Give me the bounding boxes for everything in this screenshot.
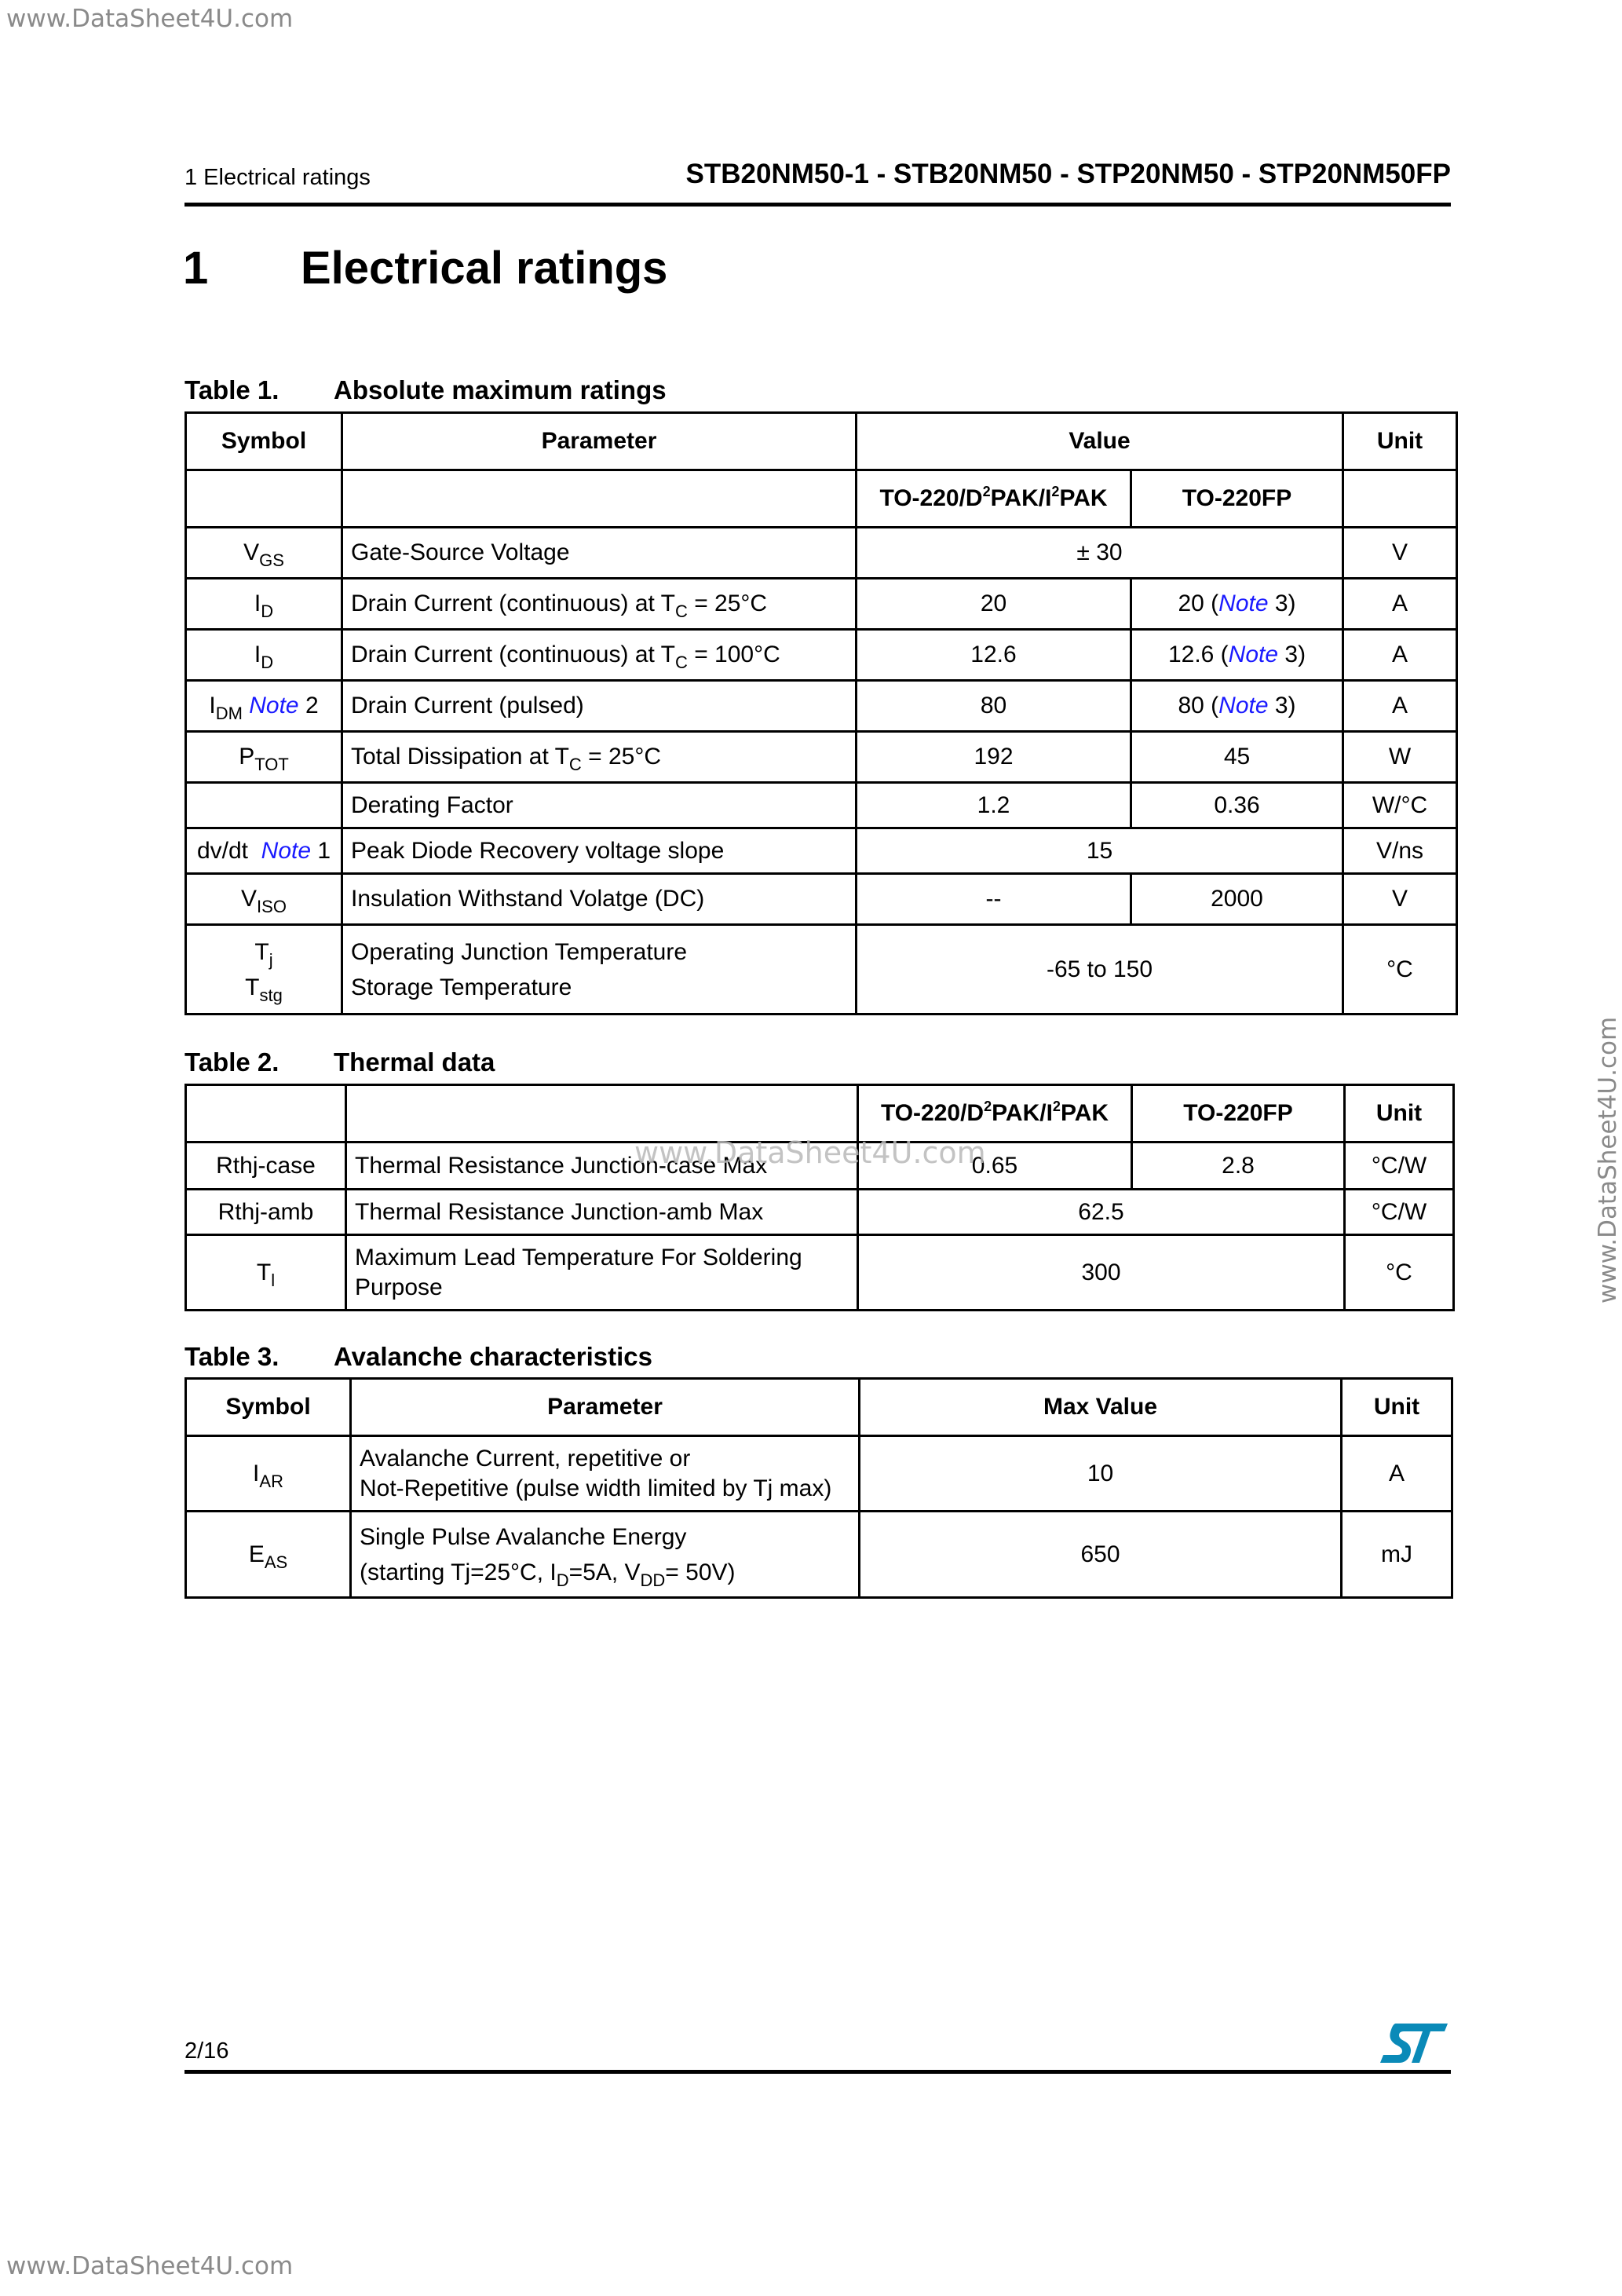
col-header-pkg1: $TO-220/D^2PAK/I^2PAK$ — [858, 1085, 1132, 1143]
empty-cell — [346, 1085, 858, 1143]
unit-cell: °C/W — [1345, 1143, 1454, 1190]
empty-cell — [186, 1085, 346, 1143]
col-header-symbol: Symbol — [186, 1379, 351, 1436]
unit-cell: A — [1343, 579, 1457, 630]
value-cell: 15 — [857, 828, 1343, 874]
table-row — [186, 732, 1457, 783]
value-cell-pkg2: 80 (Note 3) — [1131, 681, 1343, 732]
col-header-value: Value — [857, 413, 1343, 470]
col-header-parameter: Parameter — [351, 1379, 860, 1436]
value-cell: 10 — [860, 1436, 1342, 1512]
table-row — [186, 630, 1457, 681]
empty-cell — [186, 470, 342, 528]
value-cell: ± 30 — [857, 528, 1343, 579]
value-cell: -65 to 150 — [857, 925, 1343, 1015]
col-header-unit: Unit — [1342, 1379, 1452, 1436]
parameter-cell: Thermal Resistance Junction-case Max — [346, 1143, 858, 1190]
parameter-cell: Maximum Lead Temperature For Soldering Purpose — [346, 1235, 858, 1311]
table-row — [186, 783, 1457, 828]
section-number: 1 — [183, 243, 209, 294]
parameter-cell: Gate-Source Voltage — [342, 528, 857, 579]
unit-cell: W/°C — [1343, 783, 1457, 828]
watermark-bottom: www.DataSheet4U.com — [6, 2252, 294, 2280]
parameter-cell: Operating Junction Temperature Storage Temperature — [342, 925, 857, 1015]
note-link[interactable]: Note — [1228, 642, 1279, 668]
section-heading — [183, 242, 667, 294]
value-cell-pkg1: 80 — [857, 681, 1131, 732]
parameter-cell: Drain Current (continuous) at $T_C = 25^\circ C$ — [342, 579, 857, 630]
symbol-cell: dv/dt Note 1 — [186, 828, 342, 874]
parameter-cell: Thermal Resistance Junction-amb Max — [346, 1190, 858, 1235]
unit-cell: V — [1343, 528, 1457, 579]
unit-cell: V — [1343, 874, 1457, 925]
col-header-pkg2: TO-220FP — [1131, 470, 1343, 528]
symbol-cell: $V_{ISO}$ — [186, 874, 342, 925]
absolute-maximum-ratings-table — [184, 411, 1458, 1015]
table-row — [186, 579, 1457, 630]
table-row — [186, 874, 1457, 925]
parameter-cell: Insulation Withstand Volatge (DC) — [342, 874, 857, 925]
symbol-cell: $I_{AR}$ — [186, 1436, 351, 1512]
note-link[interactable]: Note — [1218, 693, 1269, 719]
table-header-row — [186, 1085, 1454, 1143]
symbol-cell: $T_l$ — [186, 1235, 346, 1311]
parameter-cell: Total Dissipation at $T_C = 25^\circ C$ — [342, 732, 857, 783]
watermark-center: www.DataSheet4U.com — [634, 1135, 986, 1170]
col-header-max-value: Max Value — [860, 1379, 1342, 1436]
table2-title: Thermal data — [334, 1047, 495, 1077]
value-cell-pkg2: 45 — [1131, 732, 1343, 783]
col-header-symbol: Symbol — [186, 413, 342, 470]
col-header-pkg1: $TO-220/D^2PAK/I^2PAK$ — [857, 470, 1131, 528]
col-header-unit: Unit — [1343, 413, 1457, 470]
symbol-cell: $I_D$ — [186, 630, 342, 681]
table-subheader-row — [186, 470, 1457, 528]
table1-number: Table 1. — [184, 375, 279, 404]
parameter-cell: Drain Current (pulsed) — [342, 681, 857, 732]
section-title: Electrical ratings — [301, 243, 668, 294]
avalanche-characteristics-table — [184, 1377, 1453, 1599]
note-link[interactable]: Note — [261, 837, 312, 864]
symbol-cell: $P_{TOT}$ — [186, 732, 342, 783]
col-header-pkg2: TO-220FP — [1132, 1085, 1345, 1143]
symbol-cell: Rthj-amb — [186, 1190, 346, 1235]
parameter-cell: Avalanche Current, repetitive or Not-Repetitive (pulse width limited by Tj max) — [351, 1436, 860, 1512]
running-header-section: 1 Electrical ratings — [184, 165, 371, 190]
parameter-cell: Derating Factor — [342, 783, 857, 828]
running-header-parts: STB20NM50-1 - STB20NM50 - STP20NM50 - STP20NM50FP — [685, 159, 1451, 189]
unit-cell: A — [1343, 681, 1457, 732]
symbol-cell: $E_{AS}$ — [186, 1512, 351, 1598]
thermal-data-table — [184, 1084, 1455, 1311]
table3-title: Avalanche characteristics — [334, 1342, 653, 1371]
parameter-cell: Single Pulse Avalanche Energy (starting Tj=25°C, $I_D=5A$, $V_{DD}= 50V$) — [351, 1512, 860, 1598]
watermark-top: www.DataSheet4U.com — [6, 5, 294, 33]
table1-caption — [184, 375, 667, 405]
unit-cell: A — [1342, 1436, 1452, 1512]
value-cell-pkg1: 192 — [857, 732, 1131, 783]
symbol-cell — [186, 783, 342, 828]
value-cell-pkg1: 0.65 — [858, 1143, 1132, 1190]
unit-cell: A — [1343, 630, 1457, 681]
empty-cell — [1343, 470, 1457, 528]
table-row — [186, 681, 1457, 732]
unit-cell: °C — [1343, 925, 1457, 1015]
symbol-cell: $I_D$ — [186, 579, 342, 630]
unit-cell: W — [1343, 732, 1457, 783]
table3-number: Table 3. — [184, 1342, 279, 1371]
unit-cell: °C/W — [1345, 1190, 1454, 1235]
table-header-row — [186, 413, 1457, 470]
unit-cell: mJ — [1342, 1512, 1452, 1598]
note-link[interactable]: Note — [249, 693, 299, 719]
header-rule — [184, 203, 1451, 207]
symbol-cell: $I_{DM}$ Note 2 — [186, 681, 342, 732]
value-cell: 300 — [858, 1235, 1345, 1311]
value-cell-pkg1: 1.2 — [857, 783, 1131, 828]
table-row — [186, 1512, 1452, 1598]
table-row — [186, 1235, 1454, 1311]
value-cell-pkg1: 20 — [857, 579, 1131, 630]
table2-number: Table 2. — [184, 1047, 279, 1077]
empty-cell — [342, 470, 857, 528]
value-cell-pkg2: 2000 — [1131, 874, 1343, 925]
table-row — [186, 1436, 1452, 1512]
parameter-cell: Drain Current (continuous) at $T_C = 100^\circ C$ — [342, 630, 857, 681]
value-cell: 650 — [860, 1512, 1342, 1598]
unit-cell: °C — [1345, 1235, 1454, 1311]
symbol-cell: $V_{GS}$ — [186, 528, 342, 579]
value-cell: 62.5 — [858, 1190, 1345, 1235]
table2-caption — [184, 1047, 495, 1077]
value-cell-pkg2: 2.8 — [1132, 1143, 1345, 1190]
col-header-parameter: Parameter — [342, 413, 857, 470]
st-logo-icon — [1380, 2022, 1448, 2064]
value-cell-pkg1: 12.6 — [857, 630, 1131, 681]
footer-rule — [184, 2070, 1451, 2074]
table-row — [186, 528, 1457, 579]
table-row — [186, 925, 1457, 1015]
table1-title: Absolute maximum ratings — [334, 375, 667, 404]
symbol-cell: $T_j$ $T_{stg}$ — [186, 925, 342, 1015]
value-cell-pkg2: 0.36 — [1131, 783, 1343, 828]
value-cell-pkg1: -- — [857, 874, 1131, 925]
note-link[interactable]: Note — [1218, 590, 1269, 617]
value-cell-pkg2: 12.6 (Note 3) — [1131, 630, 1343, 681]
unit-cell: V/ns — [1343, 828, 1457, 874]
symbol-cell: Rthj-case — [186, 1143, 346, 1190]
table3-caption — [184, 1342, 652, 1372]
page-number: 2/16 — [184, 2038, 229, 2064]
watermark-side: www.DataSheet4U.com — [1594, 1016, 1622, 1303]
table-row — [186, 1190, 1454, 1235]
table-header-row — [186, 1379, 1452, 1436]
parameter-cell: Peak Diode Recovery voltage slope — [342, 828, 857, 874]
value-cell-pkg2: 20 (Note 3) — [1131, 579, 1343, 630]
table-row — [186, 828, 1457, 874]
col-header-unit: Unit — [1345, 1085, 1454, 1143]
